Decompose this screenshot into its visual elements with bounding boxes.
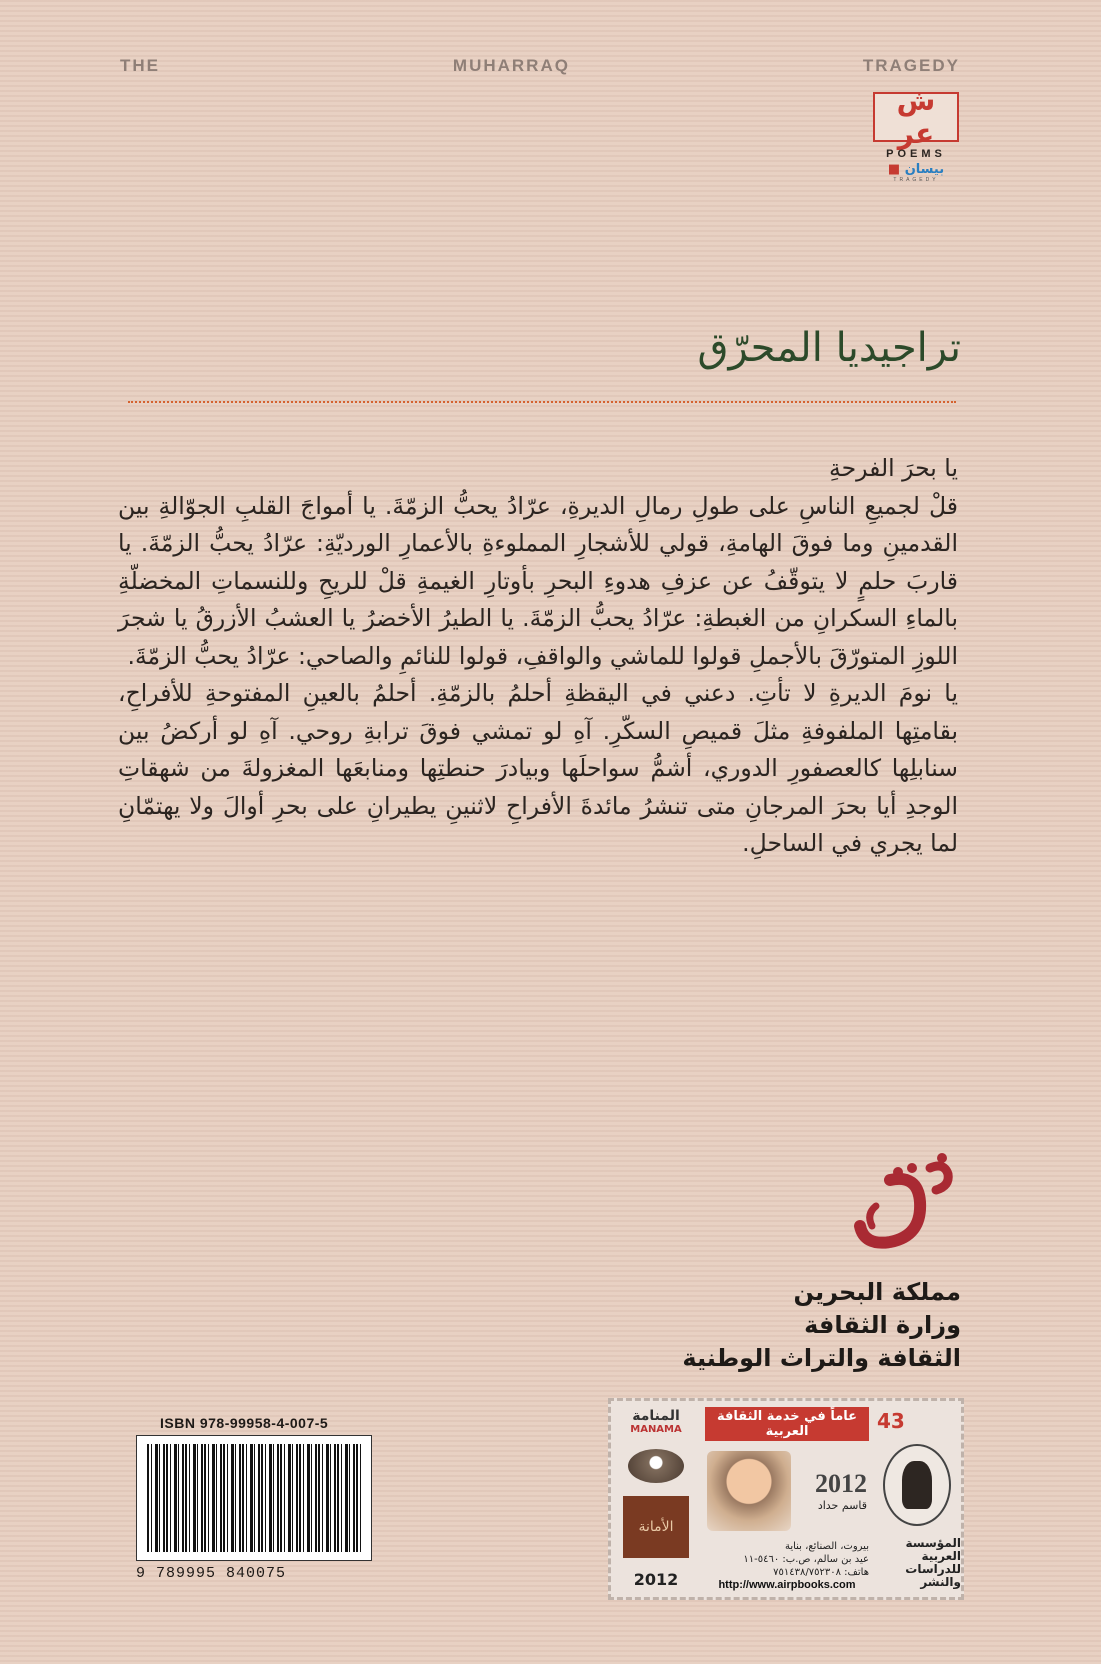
series-word-tragedy: TRAGEDY [862, 56, 960, 75]
stamp-left-panel [611, 1401, 701, 1597]
publisher-logo-label: POEMS [886, 148, 946, 160]
barcode-bars-icon [147, 1444, 361, 1552]
ministry-text [682, 1276, 961, 1375]
stamp-calligraphy: الأمانة [623, 1496, 689, 1558]
stamp-year-center: 2012 [815, 1469, 867, 1498]
ministry-line-kingdom: مملكة البحرين [793, 1278, 961, 1306]
publisher-logo-sub-text: بيسان [904, 162, 945, 177]
stamp-institution: المؤسسة العربية للدراسات والنشر [905, 1536, 961, 1589]
stamp-middle [705, 1441, 869, 1540]
statue-figure-icon [883, 1444, 951, 1526]
pearl-oyster-icon [628, 1449, 684, 1483]
stamp-city [630, 1409, 682, 1437]
publisher-logo [871, 84, 961, 183]
barcode [136, 1415, 372, 1593]
isbn-digits: 9 789995 840075 [136, 1565, 287, 1582]
poem-paragraph: قلْ لجميعِ الناسِ على طولِ رمالِ الديرةِ، عرّادُ يحبُّ الزمّةَ. يا أمواجَ القلبِ الجوّالةِ بين القدمينِ وما فوقَ الهامةِ، قولي للأشجارِ المملوءةِ بالأعمارِ الورديّةِ: عرّادُ يحبُّ الزمّةَ. يا قاربَ حلمٍ لا يتوقّفُ عن عزفِ هدوءِ البحرِ بأوتارِ الغيمةِ قلْ للريحِ وللنسماتِ المخضلّةِ بالماءِ السكرانِ من الغبطةِ: عرّادُ يحبُّ الزمّةَ. يا الطيرُ الأخضرُ يا العشبُ الأزرقُ يا شجرَ اللوزِ المتورّقَ بالأجملِ قولوا للماشي والواقفِ، قولوا للنائمِ والصاحي: عرّادُ يحبُّ الزمّةَ. [118, 491, 958, 670]
stamp-banner [705, 1407, 869, 1441]
stamp-poet-name: قاسم حداد [817, 1499, 867, 1512]
publisher-stamp [608, 1398, 964, 1600]
stamp-year-left: 2012 [633, 1569, 679, 1589]
stamp-address-line: عيد بن سالم، ص.ب: ٥٤٦٠-١١ [743, 1554, 869, 1565]
stamp-address [705, 1540, 869, 1579]
series-word-the: THE [120, 56, 160, 75]
stamp-city-en: MANAMA [630, 1424, 682, 1435]
stamp-address-line: هاتف: ٧٥١٤٣٨/٧٥٢٣٠٨ [773, 1567, 869, 1578]
ministry-emblem-icon [850, 1150, 960, 1260]
publisher-logo-sub [871, 162, 961, 177]
series-title [120, 56, 960, 76]
stamp-right-panel [873, 1401, 961, 1597]
book-title: تراجيديا المحرّق [697, 325, 961, 371]
ministry-line-heritage: الثقافة والتراث الوطنية [682, 1344, 961, 1372]
stamp-city-ar: المنامة [632, 1408, 680, 1424]
stamp-banner-text: عاماً في خدمة الثقافة العربية [716, 1409, 858, 1439]
poem-paragraph: يا نومَ الديرةِ لا تأتِ. دعني في اليقظةِ أحلمُ بالزمّةِ. أحلمُ بالعينِ المفتوحةِ للأفراحِ، بقامتِها الملفوفةِ مثلَ قميصِ السكّرِ. آهِ لو تمشي فوقَ ترابةِ روحي. آهِ لو أركضُ بين سنابلِها كالعصفورِ الدوري، أشمُّ سواحلَها وبيادرَ حنطتِها ومنابعَها المغزولةَ من شهقاتِ الوجدِ أيا بحرَ المرجانِ متى تنشرُ مائدةَ الأفراحِ لاثنينِ يطيرانِ على بحرِ أوالَ ولا يهتمّانِ لما يجري في الساحلِ. [118, 679, 958, 857]
stamp-banner-number: 43 [877, 1409, 905, 1433]
poem-paragraph: يا بحرَ الفرحةِ [829, 454, 958, 482]
title-divider [128, 401, 956, 403]
isbn-label: ISBN 978-99958-4-007-5 [160, 1415, 329, 1431]
ministry-line-ministry: وزارة الثقافة [804, 1311, 961, 1339]
publisher-logo-mark [873, 84, 959, 150]
barcode-box [136, 1435, 372, 1561]
poem-text [118, 450, 958, 863]
publisher-logo-square-icon: ■ [887, 162, 901, 177]
stamp-address-line: بيروت، الصنائع، بناية [784, 1541, 869, 1552]
stamp-center-panel [701, 1401, 873, 1597]
series-word-muharraq: MUHARRAQ [452, 56, 570, 75]
publisher-logo-tiny: TRAGEDY [893, 177, 939, 183]
poet-portrait-icon [707, 1451, 791, 1531]
publisher-logo-glyph: ش عر [896, 84, 936, 150]
stamp-url: http://www.airpbooks.com [718, 1579, 856, 1591]
